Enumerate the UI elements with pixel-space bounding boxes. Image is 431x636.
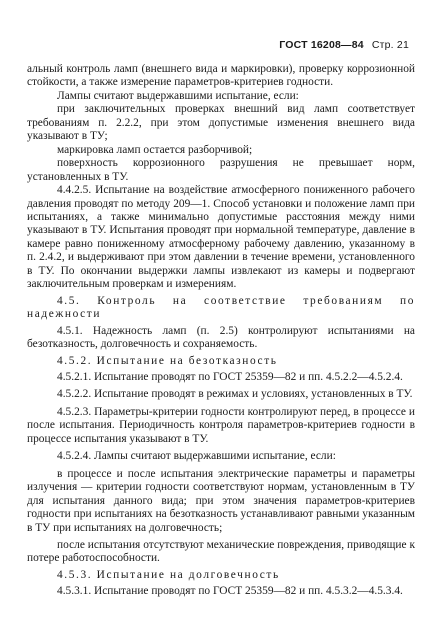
section-heading-4-5-3: 4.5.3. Испытание на долговечность — [57, 568, 280, 581]
paragraph-criteria-parameters: в процессе и после испытания электрические параметры и параметры излучения — критерии годности соответствуют нормам, установленным в ТУ для испытания данного вида; при этом значения параметров-критериев годности при испытаниях на безотказность устанавливают равными указанным в ТУ при испытаниях на долговечность; — [27, 467, 415, 534]
paragraph-criteria-damage: после испытания отсутствуют механические повреждения, приводящие к потере работоспособности. — [27, 538, 415, 565]
page-number: Стр. 21 — [371, 39, 409, 51]
paragraph-4-5-3-1: 4.5.3.1. Испытание проводят по ГОСТ 25359—82 и пп. 4.5.3.2—4.5.3.4. — [57, 585, 403, 598]
section-heading-4-5: 4.5. Контроль на соответствие требованиям по надежности — [27, 294, 415, 321]
paragraph-4-4-2-5: 4.4.2.5. Испытание на воздействие атмосферного пониженного рабочего давления проводят по методу 209—1. Способ установки и положение ламп при испытаниях, а также минимально допустимые расстояния между ними указывают в ТУ. Испытания проводят при нормальной температуре, давление в камере равно пониженному атмосферному рабочему давлению, указанному в п. 2.4.2, и выдерживают при этом давлении в течение времени, установленного в ТУ. По окончании выдержки лампы извлекают из камеры и подвергают заключительным проверкам и измерениям. — [27, 184, 415, 291]
paragraph-condition-appearance: при заключительных проверках внешний вид ламп соответствует требованиям п. 2.2.2, при этом допустимые изменения внешнего вида указывают в ТУ; — [27, 103, 415, 143]
paragraph-condition-corrosion: поверхность коррозионного разрушения не превышает норм, установленных в ТУ. — [27, 157, 415, 183]
paragraph-4-5-2-4: 4.5.2.4. Лампы считают выдержавшими испытание, если: — [57, 450, 336, 463]
paragraph-conditions-intro: Лампы считают выдержавшими испытание, если: — [57, 89, 299, 102]
paragraph-4-5-2-3: 4.5.2.3. Параметры-критерии годности контролируют перед, в процессе и после испытания. Периодичность контроля параметров-критериев годности в процессе испытания указывают в ТУ. — [27, 405, 415, 445]
section-heading-4-5-2: 4.5.2. Испытание на безотказность — [57, 354, 278, 367]
page-header — [279, 39, 409, 51]
paragraph-4-5-1: 4.5.1. Надежность ламп (п. 2.5) контролируют испытаниями на безотказность, долговечность и сохраняемость. — [27, 324, 415, 351]
paragraph-4-5-2-1: 4.5.2.1. Испытание проводят по ГОСТ 25359—82 и пп. 4.5.2.2—4.5.2.4. — [57, 370, 403, 383]
paragraph-4-5-2-2: 4.5.2.2. Испытание проводят в режимах и условиях, установленных в ТУ. — [57, 388, 413, 401]
paragraph-continuation: альный контроль ламп (внешнего вида и маркировки), проверку коррозионной стойкости, а также измерение параметров-критериев годности. — [27, 63, 415, 89]
body-text — [27, 63, 415, 599]
paragraph-condition-marking: маркировка ламп остается разборчивой; — [57, 143, 253, 156]
standard-number: ГОСТ 16208—84 — [279, 39, 364, 51]
